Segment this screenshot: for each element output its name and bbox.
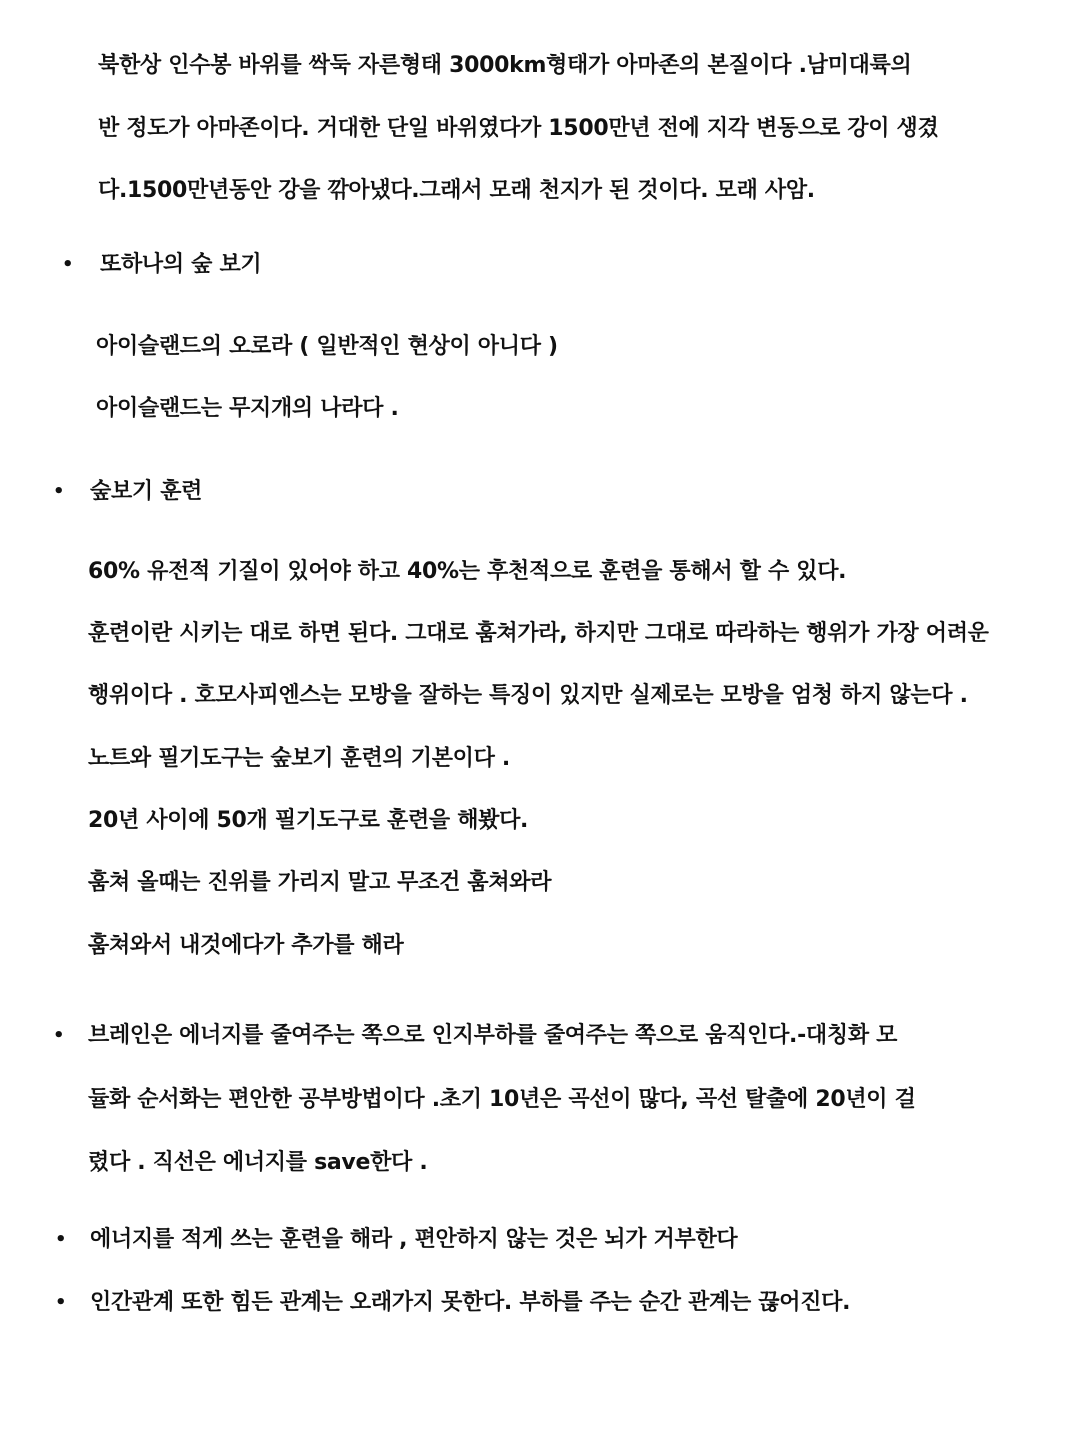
section-forest-line-1: 아이슬랜드의 오로라 ( 일반적인 현상이 아니다 ) bbox=[96, 334, 558, 359]
section-brain-line-1: 브레인은 에너지를 줄여주는 쪽으로 인지부하를 줄여주는 쪽으로 움직인다.-대칭화 모 bbox=[88, 1023, 898, 1048]
para1-line-2: 반 정도가 아마존이다. 거대한 단일 바위였다가 1500만년 전에 지각 변동으로 강이 생겼 bbox=[98, 116, 939, 141]
section-forest-heading: 또하나의 숲 보기 bbox=[100, 252, 262, 277]
section-training-line-2: 훈련이란 시키는 대로 하면 된다. 그대로 훔쳐가라, 하지만 그대로 따라하는 행위가 가장 어려운 bbox=[88, 621, 989, 646]
section-brain-line-3: 렸다 . 직선은 에너지를 save한다 . bbox=[88, 1150, 428, 1175]
para1-line-1: 북한상 인수봉 바위를 싹둑 자른형태 3000km형태가 아마존의 본질이다 .남미대륙의 bbox=[98, 53, 912, 78]
section-training-line-7: 훔쳐와서 내것에다가 추가를 해라 bbox=[88, 933, 404, 958]
bullet-dot: • bbox=[55, 1229, 67, 1250]
bullet-dot: • bbox=[55, 1292, 67, 1313]
bullet-energy-text: 에너지를 적게 쓰는 훈련을 해라 , 편안하지 않는 것은 뇌가 거부한다 bbox=[90, 1227, 738, 1252]
section-training-line-1: 60% 유전적 기질이 있어야 하고 40%는 후천적으로 훈련을 통해서 할 수 있다. bbox=[88, 559, 847, 584]
bullet-dot: • bbox=[62, 254, 74, 275]
section-brain-line-2: 듈화 순서화는 편안한 공부방법이다 .초기 10년은 곡선이 많다, 곡선 탈출에 20년이 걸 bbox=[88, 1087, 916, 1112]
section-training-line-3: 행위이다 . 호모사피엔스는 모방을 잘하는 특징이 있지만 실제로는 모방을 엄청 하지 않는다 . bbox=[88, 683, 968, 708]
bullet-dot: • bbox=[53, 1025, 65, 1046]
section-training-heading: 숲보기 훈련 bbox=[90, 479, 203, 504]
section-training-line-6: 훔쳐 올때는 진위를 가리지 말고 무조건 훔쳐와라 bbox=[88, 870, 552, 895]
section-forest-line-2: 아이슬랜드는 무지개의 나라다 . bbox=[96, 396, 399, 421]
bullet-dot: • bbox=[53, 481, 65, 502]
para1-line-3: 다.1500만년동안 강을 깎아냈다.그래서 모래 천지가 된 것이다. 모래 사암. bbox=[98, 178, 815, 203]
bullet-relations-text: 인간관계 또한 힘든 관계는 오래가지 못한다. 부하를 주는 순간 관계는 끊어진다. bbox=[90, 1290, 851, 1315]
section-training-line-5: 20년 사이에 50개 필기도구로 훈련을 해봤다. bbox=[88, 808, 529, 833]
section-training-line-4: 노트와 필기도구는 숲보기 훈련의 기본이다 . bbox=[88, 746, 510, 771]
